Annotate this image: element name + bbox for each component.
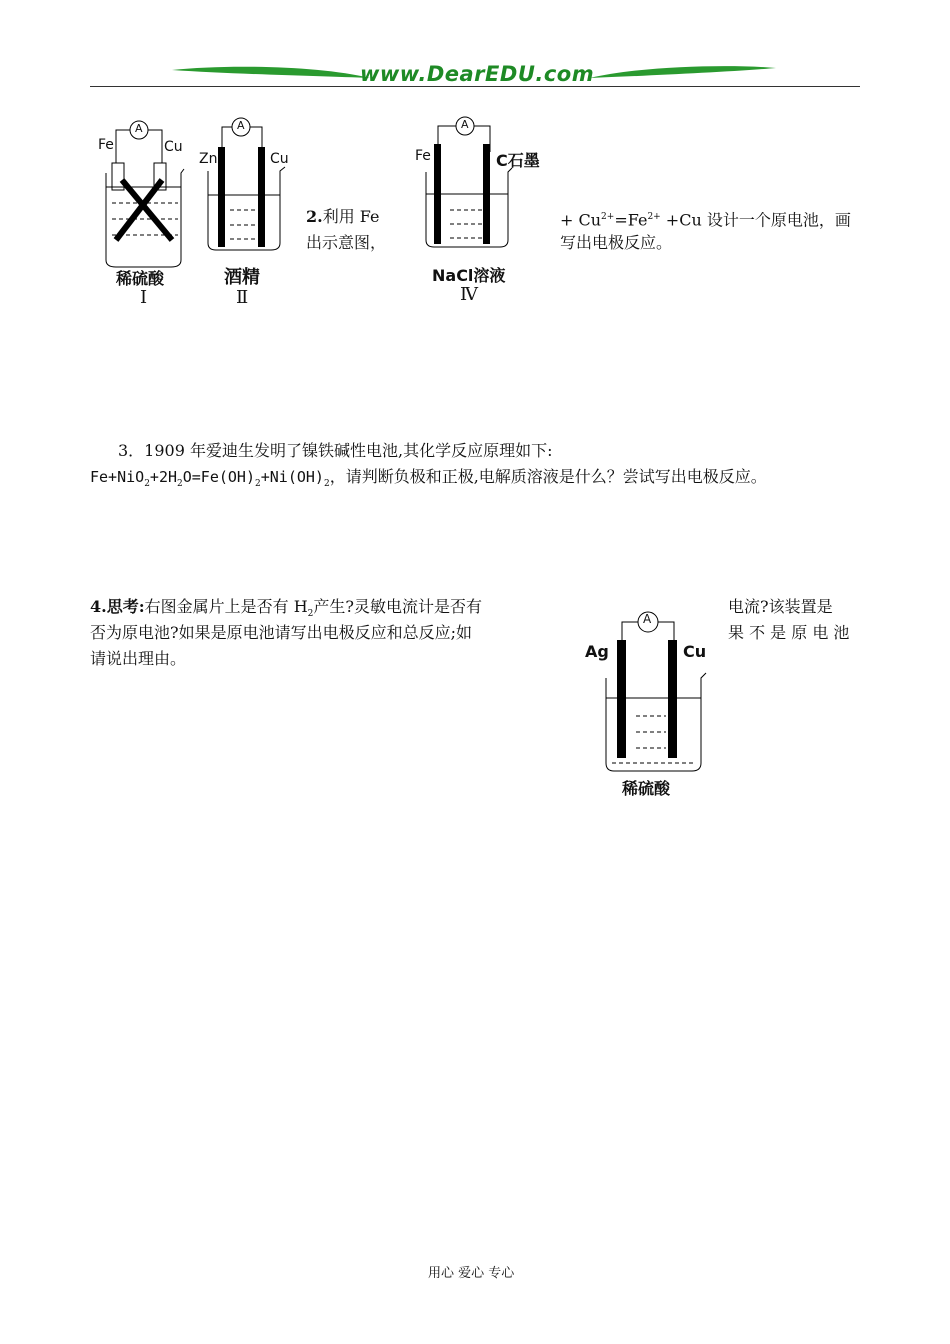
ammeter-label: A bbox=[237, 119, 245, 132]
figure-4 bbox=[412, 112, 552, 312]
q2-left-line-2: 出示意图， bbox=[306, 233, 387, 252]
figure-numeral: Ⅰ bbox=[140, 287, 148, 308]
electrode-left-label: Zn bbox=[199, 151, 218, 167]
q4-right-line-1: 电流?该装置是 bbox=[728, 597, 833, 616]
site-url: www.DearEDU.com bbox=[360, 62, 595, 86]
q3-equation-line: $Fe+NiO_2+2H_2O=Fe(OH)_2+Ni(OH)_2$，请判断负极和正极,电解质溶液是什么？尝试写出电极反应。 bbox=[90, 467, 767, 490]
electrode-left-label: Fe bbox=[98, 137, 114, 153]
electrolyte-label: NaCl溶液 bbox=[432, 266, 506, 285]
page-footer: 用心 爱心 专心 bbox=[428, 1266, 515, 1281]
electrolyte-label: 稀硫酸 bbox=[622, 779, 671, 798]
figure-2 bbox=[196, 115, 296, 315]
electrode-left-label: Fe bbox=[415, 148, 431, 164]
figure-numeral: Ⅳ bbox=[460, 284, 478, 305]
electrolyte-label: 稀硫酸 bbox=[116, 269, 165, 288]
electrode-right-label: C石墨 bbox=[496, 151, 540, 170]
ammeter-label: A bbox=[643, 612, 652, 626]
q2-left-line-1: 2.利用 Fe bbox=[306, 207, 380, 226]
figure-numeral: Ⅱ bbox=[236, 287, 249, 308]
ammeter-label: A bbox=[461, 118, 469, 131]
electrode-right-label: Cu bbox=[270, 151, 289, 167]
figure-q4 bbox=[582, 598, 722, 803]
q3-line-1: 3．1909 年爱迪生发明了镍铁碱性电池,其化学反应原理如下: bbox=[118, 441, 553, 460]
electrode-right-label: Cu bbox=[683, 642, 707, 661]
q4-line-3: 请说出理由。 bbox=[90, 649, 187, 668]
header-rule bbox=[90, 86, 860, 87]
q4-label: 4.思考: bbox=[90, 597, 145, 616]
q4-line-1: 4.思考:右图金属片上是否有 $H_2$产生?灵敏电流计是否有 bbox=[90, 597, 482, 620]
q4-right-line-2: 果 不 是 原 电 池 bbox=[728, 623, 850, 642]
electrode-right-label: Cu bbox=[164, 139, 183, 155]
q2-number: 2. bbox=[306, 207, 323, 226]
electrolyte-label: 酒精 bbox=[224, 267, 260, 288]
figure-1 bbox=[96, 115, 196, 315]
electrode-left-label: Ag bbox=[585, 642, 609, 661]
q2-right-line-2: 写出电极反应。 bbox=[560, 233, 673, 252]
ammeter-label: A bbox=[135, 122, 143, 135]
q2-right-line-1: + $Cu^{2+}=Fe^{2+} +Cu$ 设计一个原电池，画 bbox=[560, 210, 851, 230]
beaker-diagram bbox=[582, 598, 722, 803]
q4-line-2: 否为原电池?如果是原电池请写出电极反应和总反应;如 bbox=[90, 623, 472, 642]
